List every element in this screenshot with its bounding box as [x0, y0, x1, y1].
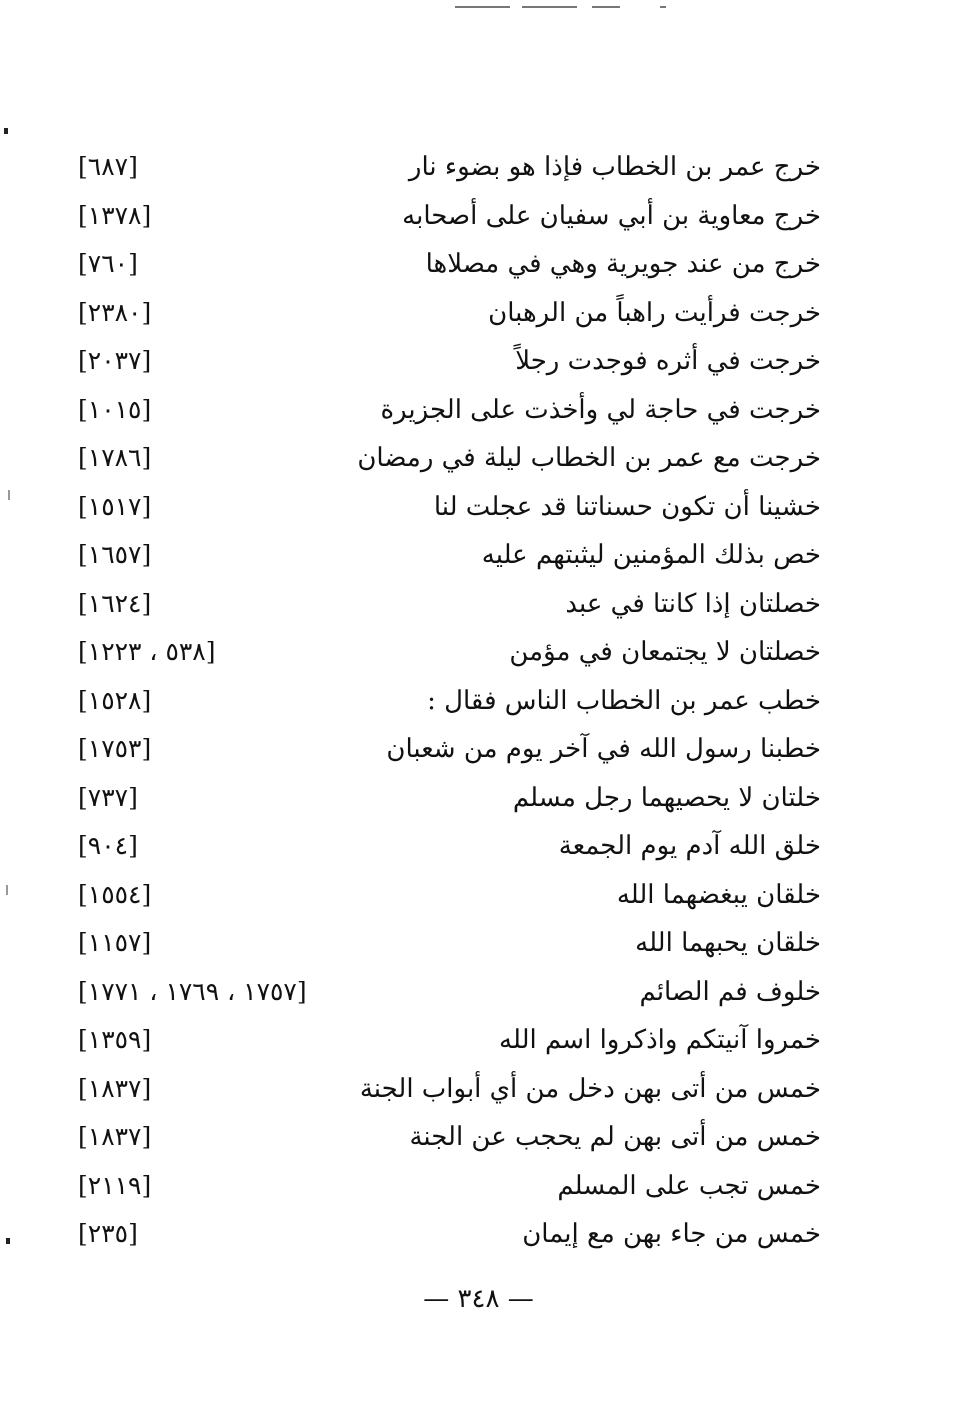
- index-list: [0, 148, 957, 1264]
- entry-text: خلتان لا يحصيهما رجل مسلم: [512, 782, 821, 813]
- entry-text: خشينا أن تكون حسناتنا قد عجلت لنا: [433, 491, 821, 522]
- entry-text: خرج عمر بن الخطاب فإذا هو بضوء نار: [408, 152, 821, 182]
- entry-text: خمس من جاء بهن مع إيمان: [522, 1219, 821, 1249]
- top-rule: [522, 6, 577, 8]
- entry-text: خمس من أتى بهن دخل من أي أبواب الجنة: [359, 1073, 821, 1104]
- entry-ref: [٧٦٠]: [78, 249, 138, 278]
- index-entry: [0, 924, 957, 973]
- entry-ref: [١٦٢٤]: [78, 588, 152, 618]
- index-entry: [0, 1118, 957, 1167]
- entry-ref: [١٥٢٨]: [78, 685, 152, 715]
- top-rule: [455, 6, 510, 8]
- index-entry: [0, 294, 957, 343]
- entry-text: خطب عمر بن الخطاب الناس فقال :: [427, 685, 821, 716]
- top-rule: [592, 6, 620, 8]
- entry-ref: [٢٣٨٠]: [78, 297, 152, 327]
- index-entry: [0, 876, 957, 925]
- entry-text: خلق الله آدم يوم الجمعة: [558, 831, 821, 861]
- entry-ref: [١٠١٥]: [78, 394, 152, 424]
- entry-ref: [٧٣٧]: [78, 782, 138, 812]
- index-entry: [0, 682, 957, 731]
- index-entry: [0, 827, 957, 876]
- index-entry: [0, 439, 957, 488]
- index-entry: [0, 779, 957, 828]
- entry-ref: [٢١١٩]: [78, 1170, 152, 1200]
- entry-text: خلوف فم الصائم: [639, 976, 821, 1007]
- entry-ref: [١٧٨٦]: [78, 443, 152, 472]
- entry-ref: [١١٥٧]: [78, 928, 152, 957]
- index-entry: [0, 488, 957, 537]
- entry-ref: [١٦٥٧]: [78, 540, 152, 569]
- scan-mark: [4, 128, 8, 134]
- index-entry: [0, 197, 957, 246]
- top-rule: [660, 6, 666, 8]
- entry-text: خمس من أتى بهن لم يحجب عن الجنة: [409, 1122, 821, 1152]
- entry-ref: [٩٠٤]: [78, 831, 138, 860]
- index-entry: [0, 1070, 957, 1119]
- entry-text: خمس تجب على المسلم: [557, 1170, 821, 1201]
- entry-ref: [١٥١٧]: [78, 491, 152, 521]
- index-entry: [0, 1167, 957, 1216]
- index-entry: [0, 536, 957, 585]
- entry-ref: [١٧٥٧ ، ١٧٦٩ ، ١٧٧١]: [78, 976, 307, 1006]
- entry-ref: [١٣٥٩]: [78, 1025, 152, 1054]
- entry-ref: [١٨٣٧]: [78, 1073, 152, 1103]
- index-entry: [0, 585, 957, 634]
- entry-ref: [١٣٧٨]: [78, 200, 152, 230]
- entry-ref: [١٨٣٧]: [78, 1122, 152, 1151]
- entry-ref: [١٥٥٤]: [78, 879, 152, 909]
- entry-ref: [٦٨٧]: [78, 152, 138, 181]
- index-entry: [0, 1215, 957, 1264]
- entry-ref: [١٧٥٣]: [78, 734, 152, 763]
- entry-text: خمروا آنيتكم واذكروا اسم الله: [499, 1025, 821, 1055]
- index-entry: [0, 633, 957, 682]
- index-entry: [0, 391, 957, 440]
- entry-text: خص بذلك المؤمنين ليثبتهم عليه: [481, 540, 821, 570]
- entry-text: خلقان يحبهما الله: [635, 928, 821, 958]
- entry-text: خطبنا رسول الله في آخر يوم من شعبان: [386, 734, 821, 764]
- entry-text: خصلتان إذا كانتا في عبد: [565, 588, 821, 619]
- index-entry: [0, 730, 957, 779]
- entry-text: خرجت مع عمر بن الخطاب ليلة في رمضان: [357, 443, 821, 473]
- index-entry: [0, 245, 957, 294]
- entry-text: خلقان يبغضهما الله: [616, 879, 821, 910]
- entry-text: خرجت في حاجة لي وأخذت على الجزيرة: [380, 394, 821, 425]
- index-entry: [0, 1021, 957, 1070]
- entry-ref: [٢٣٥]: [78, 1219, 138, 1248]
- entry-ref: [٥٣٨ ، ١٢٢٣]: [78, 637, 216, 666]
- index-entry: [0, 148, 957, 197]
- entry-text: خرجت في أثره فوجدت رجلاً: [515, 346, 821, 376]
- entry-text: خصلتان لا يجتمعان في مؤمن: [509, 637, 821, 667]
- entry-text: خرج معاوية بن أبي سفيان على أصحابه: [402, 200, 821, 231]
- page-number: — ٣٤٨ —: [423, 1284, 534, 1314]
- entry-text: خرج من عند جويرية وهي في مصلاها: [425, 249, 821, 279]
- index-entry: [0, 973, 957, 1022]
- entry-ref: [٢٠٣٧]: [78, 346, 152, 375]
- index-entry: [0, 342, 957, 391]
- entry-text: خرجت فرأيت راهباً من الرهبان: [488, 297, 821, 328]
